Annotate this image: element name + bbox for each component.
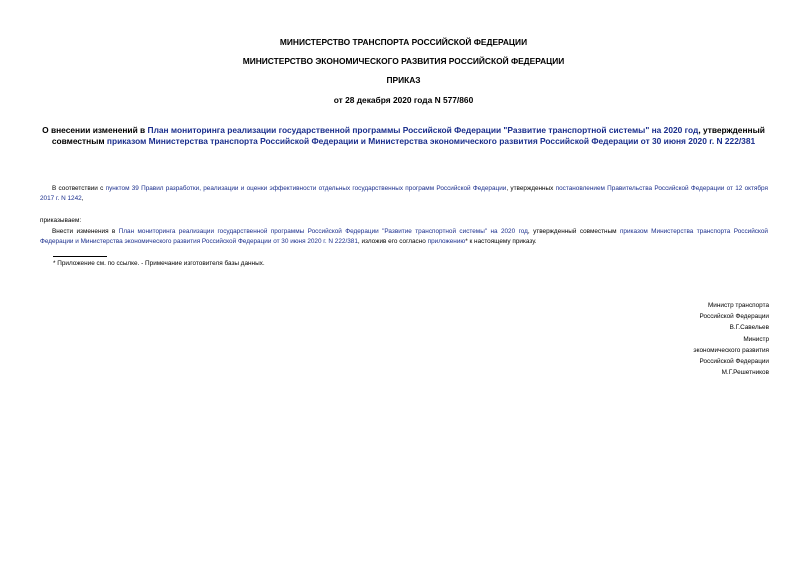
body-paragraph	[40, 227, 768, 247]
signature-name: В.Г.Савельев	[729, 324, 769, 332]
signature-line: Российской Федерации	[699, 358, 769, 366]
preamble-text: В соответствии с	[52, 185, 106, 192]
body-link-appendix[interactable]: приложению	[427, 238, 466, 245]
ministry-economy-heading: МИНИСТЕРСТВО ЭКОНОМИЧЕСКОГО РАЗВИТИЯ РОССИЙСКОЙ ФЕДЕРАЦИИ	[242, 56, 565, 66]
footnote: * Приложение см. по ссылке. - Примечание изготовителя базы данных.	[53, 260, 265, 267]
document-date-heading: от 28 декабря 2020 года N 577/860	[333, 95, 474, 105]
preamble-link-rules[interactable]: пунктом 39 Правил разработки, реализации и оценки эффективности отдельных государственных программ Российской Федерации	[105, 185, 507, 192]
signature-name: М.Г.Решетников	[721, 369, 769, 377]
body-text: * к настоящему приказу.	[465, 238, 537, 245]
signature-line: Министр	[743, 335, 769, 343]
order-word: приказываем:	[40, 217, 82, 224]
document-title	[40, 125, 767, 147]
title-text: О внесении изменений в	[42, 125, 148, 135]
body-text: , утвержденный совместным	[527, 228, 620, 235]
preamble-link-resolution[interactable]: постановлением Правительства Российской Федерации от 12 октября 2017 г. N 1242	[40, 185, 769, 202]
signature-line: Министр транспорта	[707, 302, 769, 309]
preamble-text: , утвержденных	[506, 185, 556, 192]
body-link-plan[interactable]: План мониторинга реализации государственной программы Российской Федерации "Развитие транспортной системы" на 2020 год	[118, 228, 528, 235]
body-text: , изложив его согласно	[357, 238, 428, 245]
document-type-heading: ПРИКАЗ	[386, 75, 421, 85]
body-link-order[interactable]: приказом Министерства транспорта Российской Федерации и Министерства экономического развития Российской Федерации от 30 июня 2020 г. N 222/381	[40, 228, 768, 245]
body-text: Внести изменения в	[52, 228, 119, 235]
preamble-paragraph	[40, 184, 768, 204]
signature-line: экономического развития	[693, 346, 769, 354]
footnote-divider	[53, 256, 107, 257]
signature-line: Российской Федерации	[699, 313, 769, 321]
preamble-text: ,	[81, 195, 84, 202]
title-link-plan[interactable]: План мониторинга реализации государственной программы Российской Федерации "Развитие транспортной системы" на 2020 год	[147, 125, 699, 135]
signature-block	[569, 300, 769, 378]
ministry-transport-heading: МИНИСТЕРСТВО ТРАНСПОРТА РОССИЙСКОЙ ФЕДЕРАЦИИ	[279, 37, 528, 47]
title-text: , утвержденный совместным	[51, 125, 765, 146]
title-link-order[interactable]: приказом Министерства транспорта Российской Федерации и Министерства экономического развития Российской Федерации от 30 июня 2020 г. N 222/381	[106, 136, 756, 146]
